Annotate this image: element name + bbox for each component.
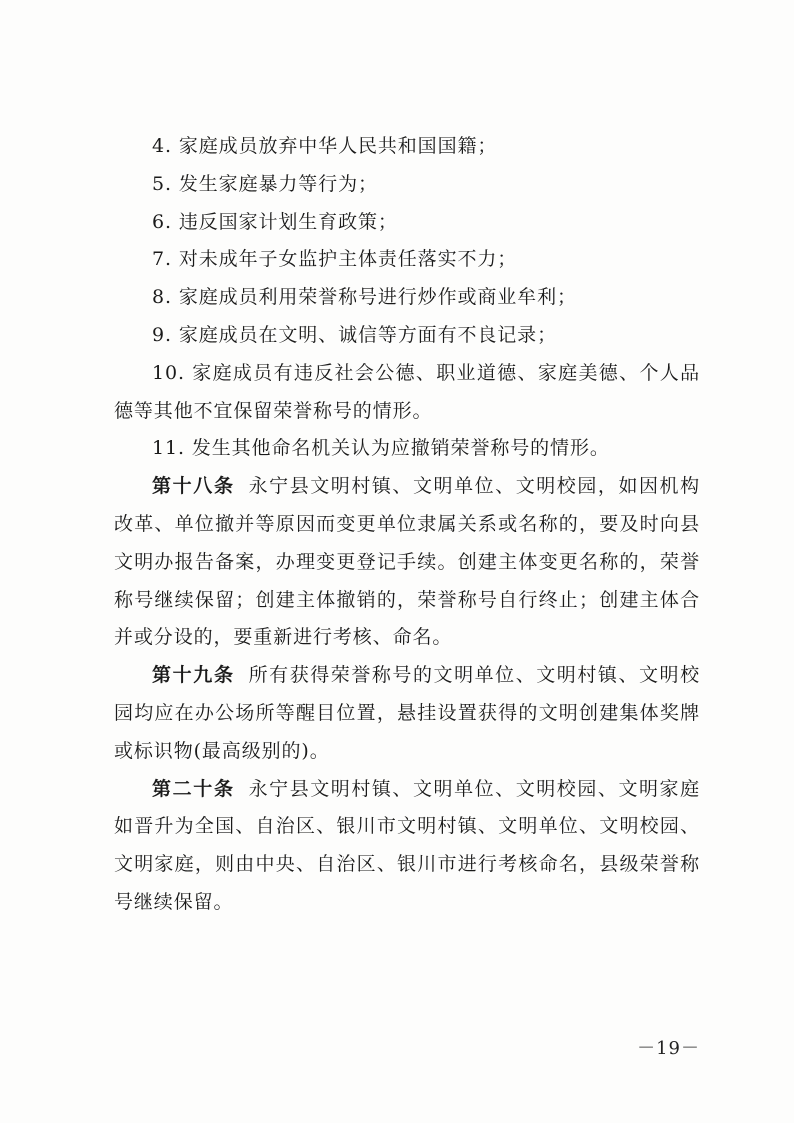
list-item-5: 5. 发生家庭暴力等行为； — [152, 172, 378, 195]
list-item-9: 9. 家庭成员在文明、诚信等方面有不良记录； — [152, 323, 557, 346]
list-item-10: 10. 家庭成员有违反社会公德、职业道德、家庭美德、个人品德等其他不宜保留荣誉称号的情形。 — [114, 361, 700, 422]
page-number: －19－ — [637, 1038, 700, 1059]
article-19 — [114, 657, 700, 770]
article-18-text: 永宁县文明村镇、文明单位、文明校园，如因机构改革、单位撤并等原因而变更单位隶属关系或名称的，要及时向县文明办报告备案，办理变更登记手续。创建主体变更名称的，荣誉称号继续保留；创建主体撤销的，荣誉称号自行终止；创建主体合并或分设的，要重新进行考核、命名。 — [114, 475, 700, 649]
list-item-4: 4. 家庭成员放弃中华人民共和国国籍； — [152, 135, 498, 157]
article-18-heading: 第十八条 — [152, 475, 235, 498]
list-item-6: 6. 违反国家计划生育政策； — [152, 210, 398, 233]
document-body — [114, 128, 700, 922]
list-item-8: 8. 家庭成员利用荣誉称号进行炒作或商业牟利； — [152, 286, 577, 309]
list-item-11: 11. 发生其他命名机关认为应撤销荣誉称号的情形。 — [152, 437, 610, 460]
article-19-text: 所有获得荣誉称号的文明单位、文明村镇、文明校园均应在办公场所等醒目位置，悬挂设置获得的文明创建集体奖牌或标识物(最高级别的)。 — [114, 664, 700, 762]
list-item-7: 7. 对未成年子女监护主体责任落实不力； — [152, 248, 518, 271]
article-20 — [114, 771, 700, 922]
article-18 — [114, 468, 700, 657]
article-20-text: 永宁县文明村镇、文明单位、文明校园、文明家庭如晋升为全国、自治区、银川市文明村镇、文明单位、文明校园、文明家庭，则由中央、自治区、银川市进行考核命名，县级荣誉称号继续保留。 — [114, 777, 700, 913]
article-20-heading: 第二十条 — [152, 777, 235, 800]
article-19-heading: 第十九条 — [152, 664, 235, 687]
